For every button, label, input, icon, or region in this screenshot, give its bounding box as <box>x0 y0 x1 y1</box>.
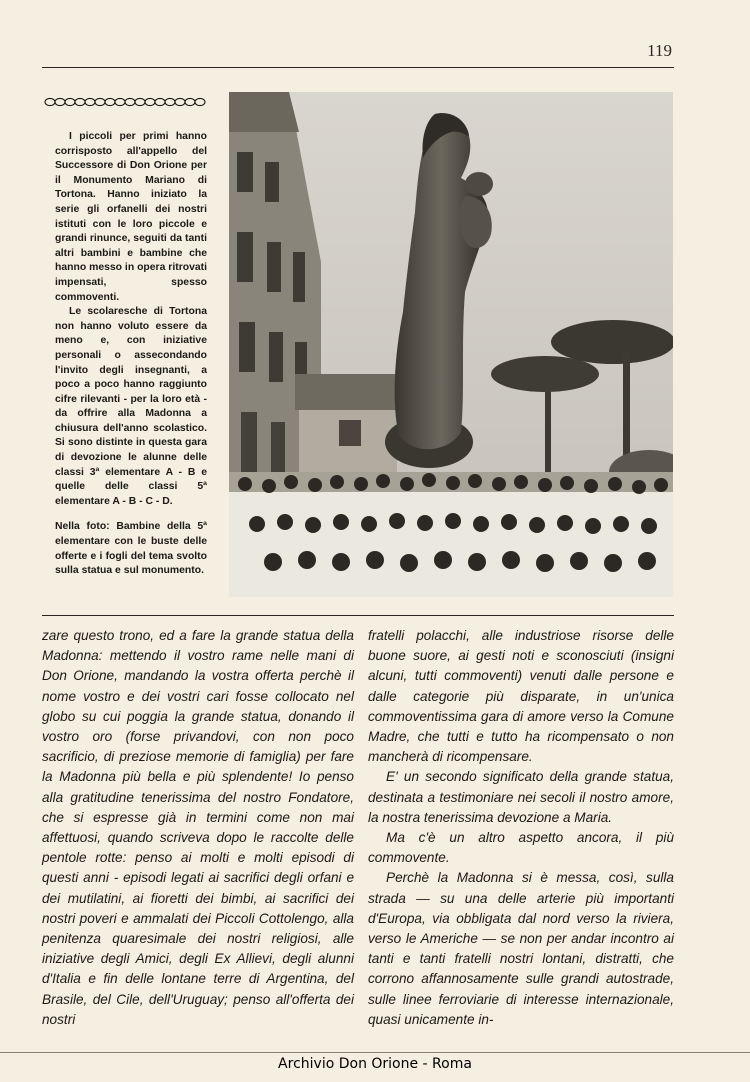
photo-caption <box>55 130 207 579</box>
article-column-left <box>42 626 354 1030</box>
section-rule <box>42 615 674 616</box>
statue-group-photo <box>229 92 673 597</box>
article-paragraph: E' un secondo significato della grande statua, destinata a testimoniare nei secoli il nostro amore, la nostra tenerissima devozione a Maria. <box>368 769 674 825</box>
article-paragraph: Perchè la Madonna si è messa, così, sulla strada — su una delle arterie più importanti d'Europa, via obbligata dal nord verso la riviera, verso le Americhe — se non per andar incontro ai tanti e tanti fratelli nostri lontani, distratti, che corrono affannosamente sulle grandi autostrade, sulle linee ferroviarie di interesse internazionale, quasi unicamente in- <box>368 870 674 1027</box>
article-column-right <box>368 626 674 1030</box>
photo-note: Nella foto: Bambine della 5ª elementare con le buste delle offerte e i fogli del tema svolto sulla statua e sul monumento. <box>55 521 207 577</box>
page-number: 119 <box>647 41 672 60</box>
article-paragraph: Ma c'è un altro aspetto ancora, il più commovente. <box>368 830 674 866</box>
caption-paragraph: Le scolaresche di Tortona non hanno voluto essere da meno e, con iniziative personali o assecondando l'invito degli insegnanti, a poco a poco hanno raggiunto cifre rilevanti - per la loro età - da offrire alla Madonna a chiusura dell'anno scolastico. Si sono distinte in questa gara di devozione le alunne delle classi 3ª elementare A - B e quelle delle classi 5ª elementare A - B - C - D. <box>55 306 207 507</box>
header-rule <box>42 67 674 68</box>
archive-label: Archivio Don Orione - Roma <box>278 1056 472 1072</box>
article-paragraph: fratelli polacchi, alle industriose risorse delle buone suore, ai gesti noti e sconosciuti (insigni alcuni, tutti commoventi) venuti dalle persone e dalle categorie più disparate, in un'unica commoventissima gara di amore verso la Comune Madre, che tutti e tutto ha ricompensato o non mancherà di ricompensare. <box>368 628 674 765</box>
article-paragraph: zare questo trono, ed a fare la grande statua della Madonna: mettendo il vostro rame nelle mani di Don Orione, mandando la vostra offerta perchè il nome vostro e dei vostri cari fosse collocato nel globo su cui poggia la grande statua, donando il vostro oro (forse privandovi, con non poco sacrificio, di preziose memorie di famiglia) per fare la Madonna più bella e più splendente! Io penso alla gratitudine tenerissima del nostro Fondatore, che si espresse già in termini come non mai affettuosi, quando scriveva dopo le raccolte delle pentole rotte: penso ai molti e molti episodi di questi anni - episodi legati ai sacrifici degli orfani e dei mutilatini, ai fioretti dei bimbi, ai sacrifici dei nostri poveri e ammalati dei Piccoli Cottolengo, alla penitenza quaresimale dei nostri religiosi, alle iniziative degli Amici, degli Ex Allievi, degli alunni d'Italia e fin delle lontane terre di Argentina, del Brasile, del Cile, dell'Uruguay; penso all'offerta dei nostri <box>42 628 354 1027</box>
decorative-chain-ornament <box>44 96 208 108</box>
footer-rule <box>0 1052 750 1053</box>
caption-paragraph: I piccoli per primi hanno corrisposto all'appello del Successore di Don Orione per il Monumento Mariano di Tortona. Hanno iniziato la serie gli orfanelli dei nostri istituti con le loro piccole e grandi rinunce, seguiti da tanti altri bambini e bambine che hanno messo in opera ritrovati impensati, spesso commoventi. <box>55 131 207 303</box>
